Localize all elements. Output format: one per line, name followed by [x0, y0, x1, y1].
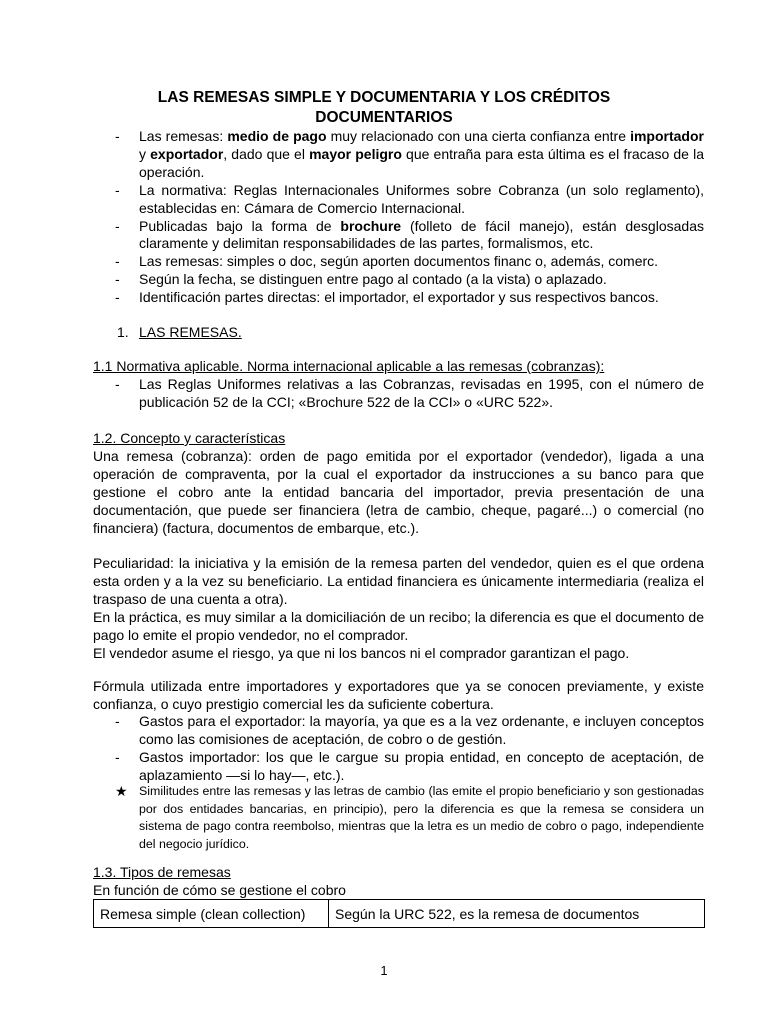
paragraph: Peculiaridad: la iniciativa y la emisión de la remesa parten del vendedor, quien es el que ordena esta orden y a la vez su beneficiario. La entidad financiera es únicamente intermediaria (realiza el traspaso de una cuenta a otra). — [93, 555, 704, 607]
list-item: - Según la fecha, se distinguen entre pago al contado (a la vista) o aplazado. — [115, 271, 607, 288]
table-cell: Según la URC 522, es la remesa de documentos — [329, 900, 705, 928]
dash-marker: - — [115, 181, 120, 198]
paragraph: Una remesa (cobranza): orden de pago emitida por el exportador (vendedor), ligada a una operación de compraventa, por la cual el exportador da instrucciones a su banco para que gestione el cobro ante la entidad bancaria del importador, previa presentación de una documentación, que puede ser financiera (letra de cambio, cheque, pagaré...) o comercial (no financiera) (factura, documentos de embarque, etc.). — [93, 448, 704, 536]
list-item: - La normativa: Reglas Internacionales Uniformes sobre Cobranza (un solo reglamento), establecidas en: Cámara de Comercio Internacional. — [115, 181, 704, 216]
document-title — [93, 88, 675, 128]
title-line-1: LAS REMESAS SIMPLE Y DOCUMENTARIA Y LOS CRÉDITOS — [157, 89, 611, 106]
dash-marker: - — [115, 271, 120, 288]
dash-marker: - — [115, 289, 120, 306]
section-1-3-subheading: En función de cómo se gestione el cobro — [93, 882, 346, 898]
table-row — [94, 900, 705, 928]
star-note-list — [93, 783, 704, 853]
section-1-heading: 1. LAS REMESAS. — [117, 324, 242, 340]
list-item: - Las remesas: simples o doc, según aporten documentos financ o, además, comerc. — [115, 253, 659, 270]
dash-marker: - — [115, 748, 120, 765]
paragraph: Fórmula utilizada entre importadores y exportadores que ya se conocen previamente, y existe confianza, o cuyo prestigio comercial les da suficiente cobertura. — [93, 678, 704, 712]
dash-marker: - — [115, 217, 120, 234]
section-1-2-body — [93, 448, 704, 538]
dash-marker: - — [115, 128, 120, 144]
page-number: 1 — [380, 963, 388, 978]
list-item: - Gastos para el exportador: la mayoría, ya que es a la vez ordenante, e incluyen conceptos como las comisiones de aceptación, de cobro o de gestión. — [115, 713, 704, 747]
remesas-types-table — [93, 899, 705, 928]
list-item: ★ Similitudes entre las remesas y las letras de cambio (las emite el propio beneficiario y son gestionadas por dos entidades bancarias, en principio), pero la diferencia es que la remesa se considera un sistema de pago contra reembolso, mientras que la letra es un medio de cobro o pago, independiente del negocio jurídico. — [115, 783, 704, 851]
paragraph: En la práctica, es muy similar a la domiciliación de un recibo; la diferencia es que el documento de pago lo emite el propio vendedor, no el comprador. — [93, 608, 704, 643]
dash-marker: - — [115, 376, 120, 392]
section-1-3-heading: 1.3. Tipos de remesas — [93, 864, 231, 880]
intro-bullet-list — [93, 128, 704, 307]
list-item: - Publicadas bajo la forma de brochure (folleto de fácil manejo), están desglosadas claramente y delimitan responsabilidades de las partes, formalismos, etc. — [115, 217, 704, 252]
section-1-1-list — [93, 376, 704, 412]
dash-marker: - — [115, 713, 120, 729]
section-1-2-body-2 — [93, 555, 704, 662]
table-cell: Remesa simple (clean collection) — [94, 900, 329, 928]
section-1-2-list — [93, 713, 704, 785]
section-1-1-heading: 1.1 Normativa aplicable. Norma internacional aplicable a las remesas (cobranzas): — [93, 358, 605, 374]
star-icon: ★ — [115, 783, 128, 799]
list-item: - Identificación partes directas: el importador, el exportador y sus respectivos bancos. — [115, 289, 659, 306]
paragraph: El vendedor asume el riesgo, ya que ni los bancos ni el comprador garantizan el pago. — [93, 644, 630, 661]
list-item: - Las Reglas Uniformes relativas a las Cobranzas, revisadas en 1995, con el número de publicación 52 de la CCI; «Brochure 522 de la CCI» o «URC 522». — [115, 376, 704, 410]
section-1-2-body-3 — [93, 678, 704, 714]
list-item: - Las remesas: medio de pago muy relacionado con una cierta confianza entre importador y exportador, dado que el mayor peligro que entraña para esta última es el fracaso de la operación. — [115, 128, 704, 180]
dash-marker: - — [115, 253, 120, 270]
list-item: - Gastos importador: los que le cargue su propia entidad, en concepto de aceptación, de aplazamiento —si lo hay—, etc.). — [115, 748, 704, 783]
section-1-2-heading: 1.2. Concepto y características — [93, 430, 286, 446]
title-line-2: DOCUMENTARIOS — [315, 109, 453, 126]
